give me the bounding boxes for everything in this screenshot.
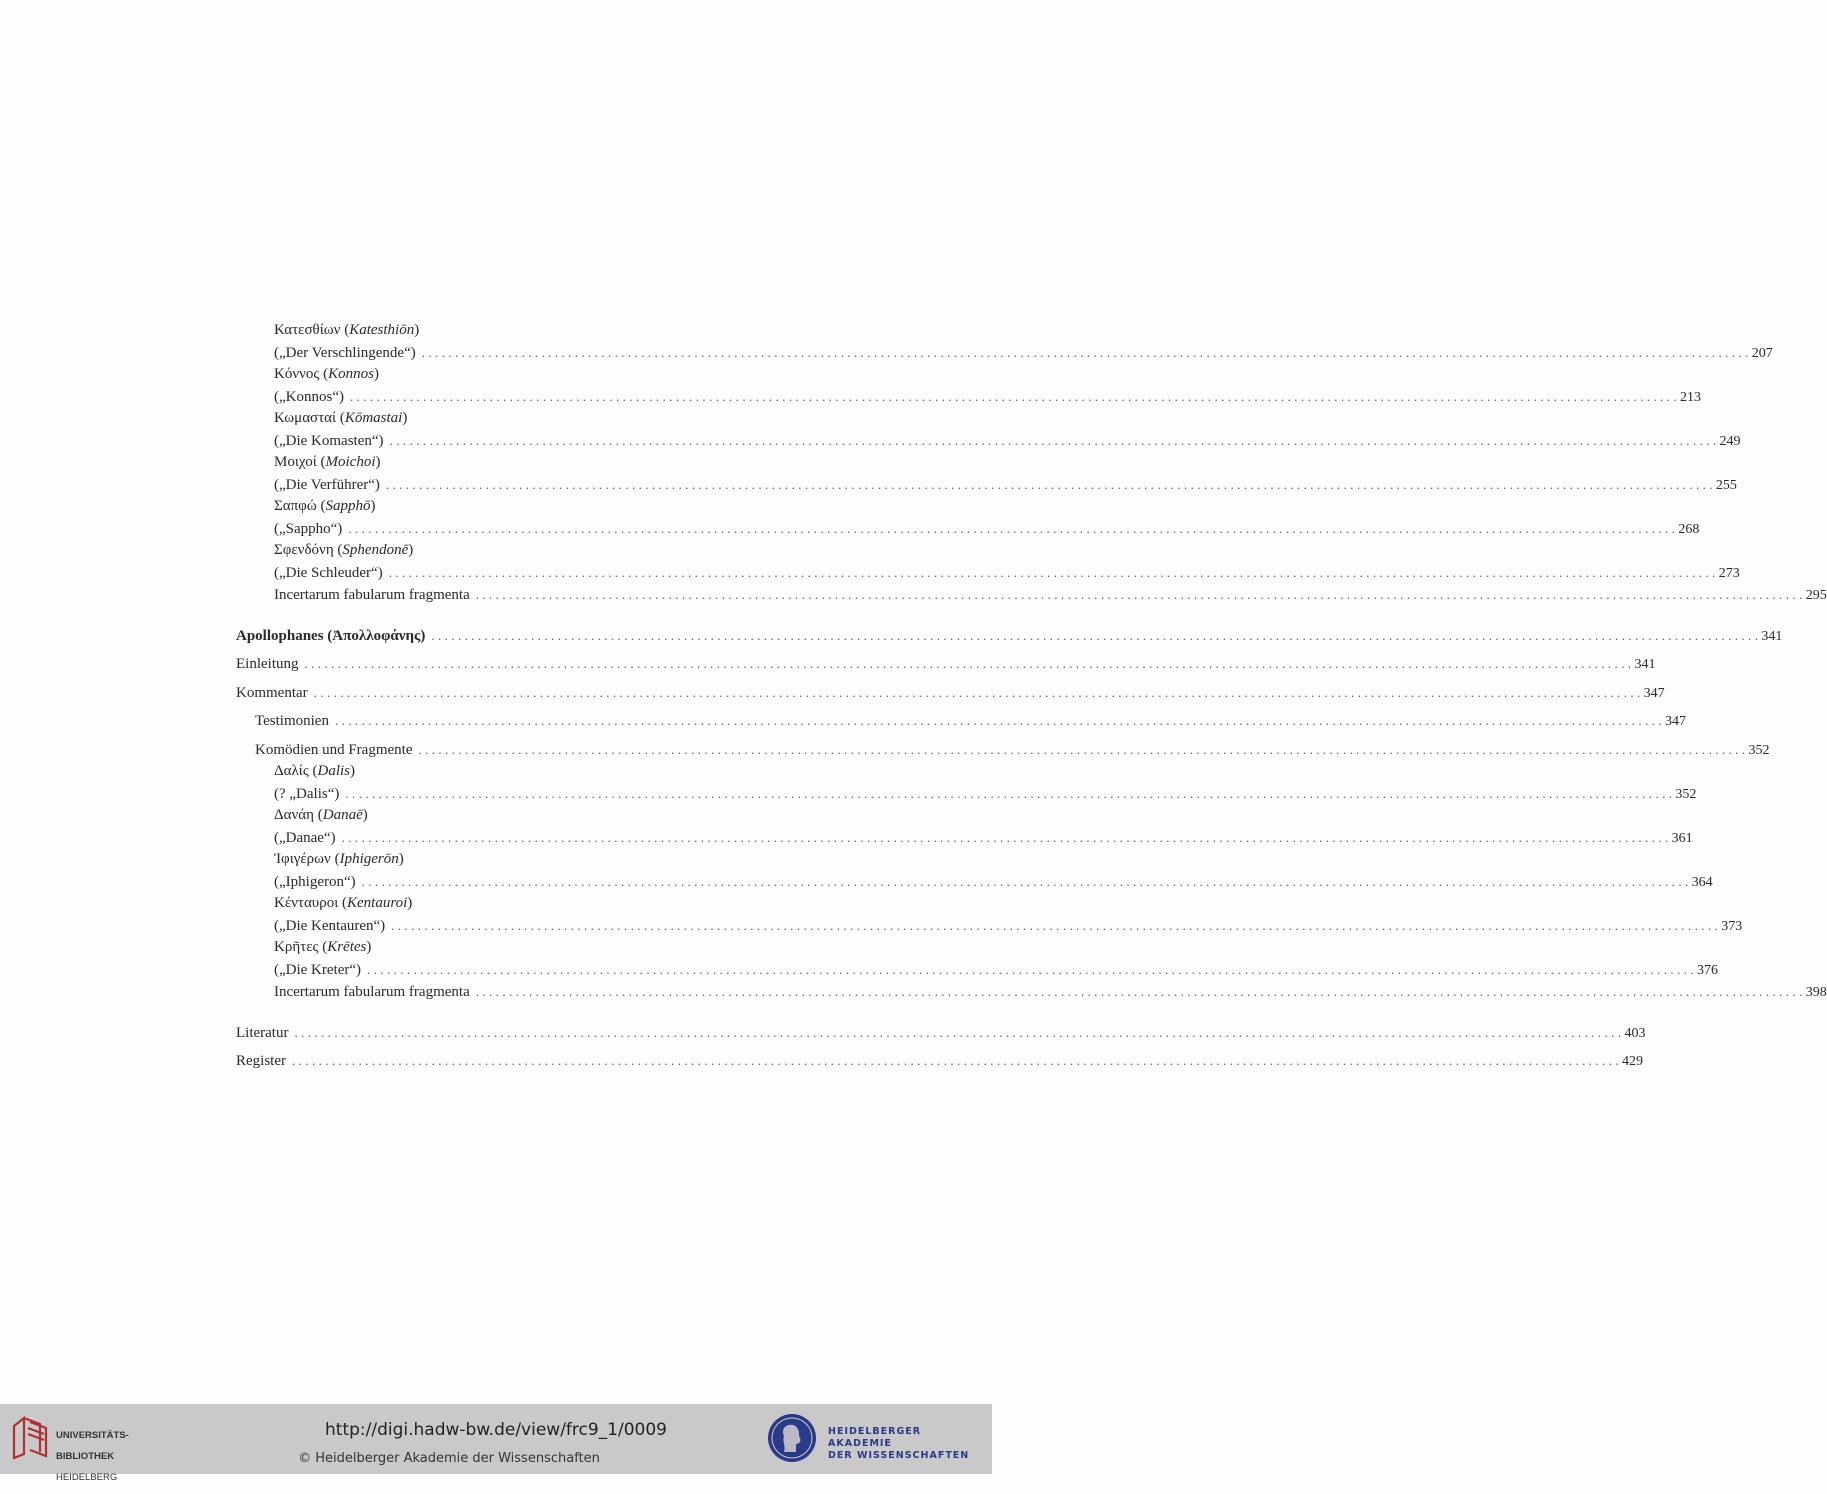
toc-page-number: 295	[1806, 585, 1827, 607]
toc-entry[interactable]	[236, 342, 1773, 365]
toc-page-number: 341	[1635, 654, 1656, 676]
leader-dots: ........................................................................................................................................................................................................	[361, 873, 1692, 889]
toc-entry-label: („Der Verschlingende“)	[274, 343, 422, 365]
toc-page-number: 207	[1752, 343, 1773, 365]
toc-page-number: 347	[1665, 711, 1686, 733]
leader-dots: ........................................................................................................................................................................................................	[292, 1053, 1622, 1068]
ub-logo-line: UNIVERSITÄTS-	[56, 1429, 129, 1441]
toc-entry-label: („Die Kentauren“)	[274, 916, 391, 938]
toc-page-number: 403	[1624, 1023, 1645, 1045]
toc-entry-label: („Die Schleuder“)	[274, 563, 389, 585]
copyright-notice: © Heidelberger Akademie der Wissenschaften	[298, 1451, 600, 1466]
leader-dots: ........................................................................................................................................................................................................	[431, 627, 1762, 643]
toc-page-number: 273	[1719, 563, 1740, 585]
toc-page-number: 352	[1748, 740, 1769, 762]
toc-entry[interactable]	[236, 710, 1686, 733]
toc-play-title: Δαλίς (Dalis)	[274, 763, 356, 779]
leader-dots: ........................................................................................................................................................................................................	[388, 564, 1719, 580]
greek-title: Δαλίς	[274, 763, 309, 779]
toc-play-title: Ἰφιγέρων (Iphigerōn)	[274, 851, 404, 867]
toc-entry-label: Komödien und Fragmente	[255, 740, 418, 762]
translit-title: Kentauroi	[347, 895, 408, 911]
toc-entry-label: Testimonien	[255, 711, 335, 733]
toc-entry-label: Apollophanes (Ἀπολλοφάνης)	[236, 626, 431, 648]
toc-play-title: Σφενδόνη (Sphendonē)	[274, 542, 414, 558]
toc-entry[interactable]	[236, 653, 1656, 676]
toc-entry-label: („Danae“)	[274, 828, 342, 850]
translit-title: Katesthiōn	[349, 322, 415, 338]
toc-entry[interactable]	[236, 827, 1693, 850]
greek-title: Κένταυροι	[274, 895, 339, 911]
greek-title: Ἰφιγέρων	[274, 851, 331, 867]
translit-title: Kōmastai	[344, 410, 403, 426]
academy-seal-icon	[766, 1412, 818, 1464]
toc-entry[interactable]	[236, 584, 1827, 607]
leader-dots: ........................................................................................................................................................................................................	[475, 984, 1806, 999]
toc-entry-label: Kommentar	[236, 683, 314, 705]
toc-page-number: 352	[1675, 784, 1696, 806]
toc-entry-label: („Die Komasten“)	[274, 431, 390, 453]
toc-entry-label: (? „Dalis“)	[274, 784, 345, 806]
hadw-logo-line: DER WISSENSCHAFTEN	[828, 1450, 970, 1461]
toc-play-title: Δανάη (Danaē)	[274, 807, 368, 823]
leader-dots: ........................................................................................................................................................................................................	[304, 656, 1635, 671]
toc-page-number: 249	[1720, 431, 1741, 453]
leader-dots: ........................................................................................................................................................................................................	[421, 344, 1752, 360]
toc-entry[interactable]	[236, 981, 1827, 1004]
translit-title: Sphendonē	[342, 542, 409, 558]
translit-title: Sapphō	[325, 498, 371, 514]
toc-entry[interactable]	[236, 430, 1741, 453]
toc-entry[interactable]	[236, 562, 1740, 585]
leader-dots: ........................................................................................................................................................................................................	[294, 1024, 1625, 1040]
translit-title: Danaē	[322, 807, 363, 823]
toc-page-number: 364	[1692, 872, 1713, 894]
translit-title: Moichoi	[325, 454, 376, 470]
toc-entry-label: Incertarum fabularum fragmenta	[274, 585, 476, 607]
page-url-link[interactable]: http://digi.hadw-bw.de/view/frc9_1/0009	[325, 1420, 667, 1440]
toc-page-number: 429	[1622, 1051, 1643, 1073]
toc-entry-label: Incertarum fabularum fragmenta	[274, 982, 476, 1004]
toc-entry[interactable]	[236, 386, 1701, 409]
toc-page-number: 347	[1644, 683, 1665, 705]
translit-title: Konnos	[328, 366, 374, 382]
toc-entry-label: („Iphigeron“)	[274, 872, 362, 894]
leader-dots: ........................................................................................................................................................................................................	[341, 829, 1672, 845]
leader-dots: ........................................................................................................................................................................................................	[389, 432, 1720, 448]
greek-title: Κωμασταί	[274, 410, 337, 426]
toc-page-number: 376	[1697, 960, 1718, 982]
toc-entry-label: („Sappho“)	[274, 519, 348, 541]
toc-entry[interactable]	[236, 1022, 1646, 1045]
greek-title: Μοιχοί	[274, 454, 317, 470]
toc-entry[interactable]	[236, 871, 1713, 894]
leader-dots: ........................................................................................................................................................................................................	[391, 917, 1722, 933]
toc-entry-label: Register	[236, 1051, 292, 1073]
translit-title: Krētes	[327, 939, 367, 955]
toc-play-title: Κρῆτες (Krētes)	[274, 939, 372, 955]
toc-page-number: 213	[1680, 387, 1701, 409]
hadw-logo[interactable]	[766, 1412, 986, 1468]
leader-dots: ........................................................................................................................................................................................................	[345, 785, 1676, 801]
translit-title: Dalis	[317, 763, 351, 779]
greek-title: Κατεσθίων	[274, 322, 341, 338]
toc-entry[interactable]	[236, 474, 1737, 497]
leader-dots: ........................................................................................................................................................................................................	[385, 476, 1716, 492]
toc-play-title: Κένταυροι (Kentauroi)	[274, 895, 413, 911]
leader-dots: ........................................................................................................................................................................................................	[475, 587, 1806, 602]
viewer-footer	[0, 1404, 992, 1483]
toc-play-title: Κόννος (Konnos)	[274, 366, 379, 382]
toc-entry[interactable]	[236, 1050, 1643, 1073]
translit-title: Iphigerōn	[339, 851, 399, 867]
toc-entry-label: Einleitung	[236, 654, 305, 676]
toc-entry-label: („Die Verführer“)	[274, 475, 386, 497]
toc-entry-label: („Die Kreter“)	[274, 960, 367, 982]
toc-entry[interactable]	[236, 518, 1700, 541]
toc-entry-label: („Konnos“)	[274, 387, 350, 409]
toc-page-number: 268	[1678, 519, 1699, 541]
toc-entry[interactable]	[236, 682, 1665, 705]
toc-entry[interactable]	[236, 959, 1719, 982]
toc-page-number: 255	[1716, 475, 1737, 497]
table-of-contents	[236, 320, 1827, 1073]
toc-entry[interactable]	[236, 783, 1697, 806]
greek-title: Κρῆτες	[274, 939, 319, 955]
leader-dots: ........................................................................................................................................................................................................	[367, 961, 1698, 977]
ub-logo-line: HEIDELBERG	[56, 1471, 118, 1483]
greek-title: Κόννος	[274, 366, 320, 382]
leader-dots: ........................................................................................................................................................................................................	[418, 741, 1749, 757]
toc-page-number: 398	[1806, 982, 1827, 1004]
leader-dots: ........................................................................................................................................................................................................	[349, 388, 1680, 404]
greek-title: Σφενδόνη	[274, 542, 334, 558]
leader-dots: ........................................................................................................................................................................................................	[313, 684, 1644, 700]
toc-page-number: 373	[1721, 916, 1742, 938]
toc-play-title: Σαπφώ (Sapphō)	[274, 498, 376, 514]
toc-entry-label: Literatur	[236, 1023, 294, 1045]
toc-entry[interactable]	[236, 915, 1743, 938]
toc-entry-section[interactable]	[236, 625, 1783, 648]
toc-entry[interactable]	[236, 739, 1770, 762]
ub-logo-line: BIBLIOTHEK	[56, 1450, 115, 1462]
leader-dots: ........................................................................................................................................................................................................	[334, 713, 1665, 728]
greek-title: Δανάη	[274, 807, 314, 823]
toc-page-number: 361	[1672, 828, 1693, 850]
toc-play-title: Κατεσθίων (Katesthiōn)	[274, 322, 420, 338]
hadw-logo-line: HEIDELBERGER AKADEMIE	[828, 1426, 922, 1449]
hadw-logo-text	[828, 1426, 986, 1462]
greek-title: Σαπφώ	[274, 498, 317, 514]
toc-play-title: Κωμασταί (Kōmastai)	[274, 410, 408, 426]
toc-play-title: Μοιχοί (Moichoi)	[274, 454, 381, 470]
toc-page-number: 341	[1761, 626, 1782, 648]
leader-dots: ........................................................................................................................................................................................................	[348, 520, 1679, 536]
